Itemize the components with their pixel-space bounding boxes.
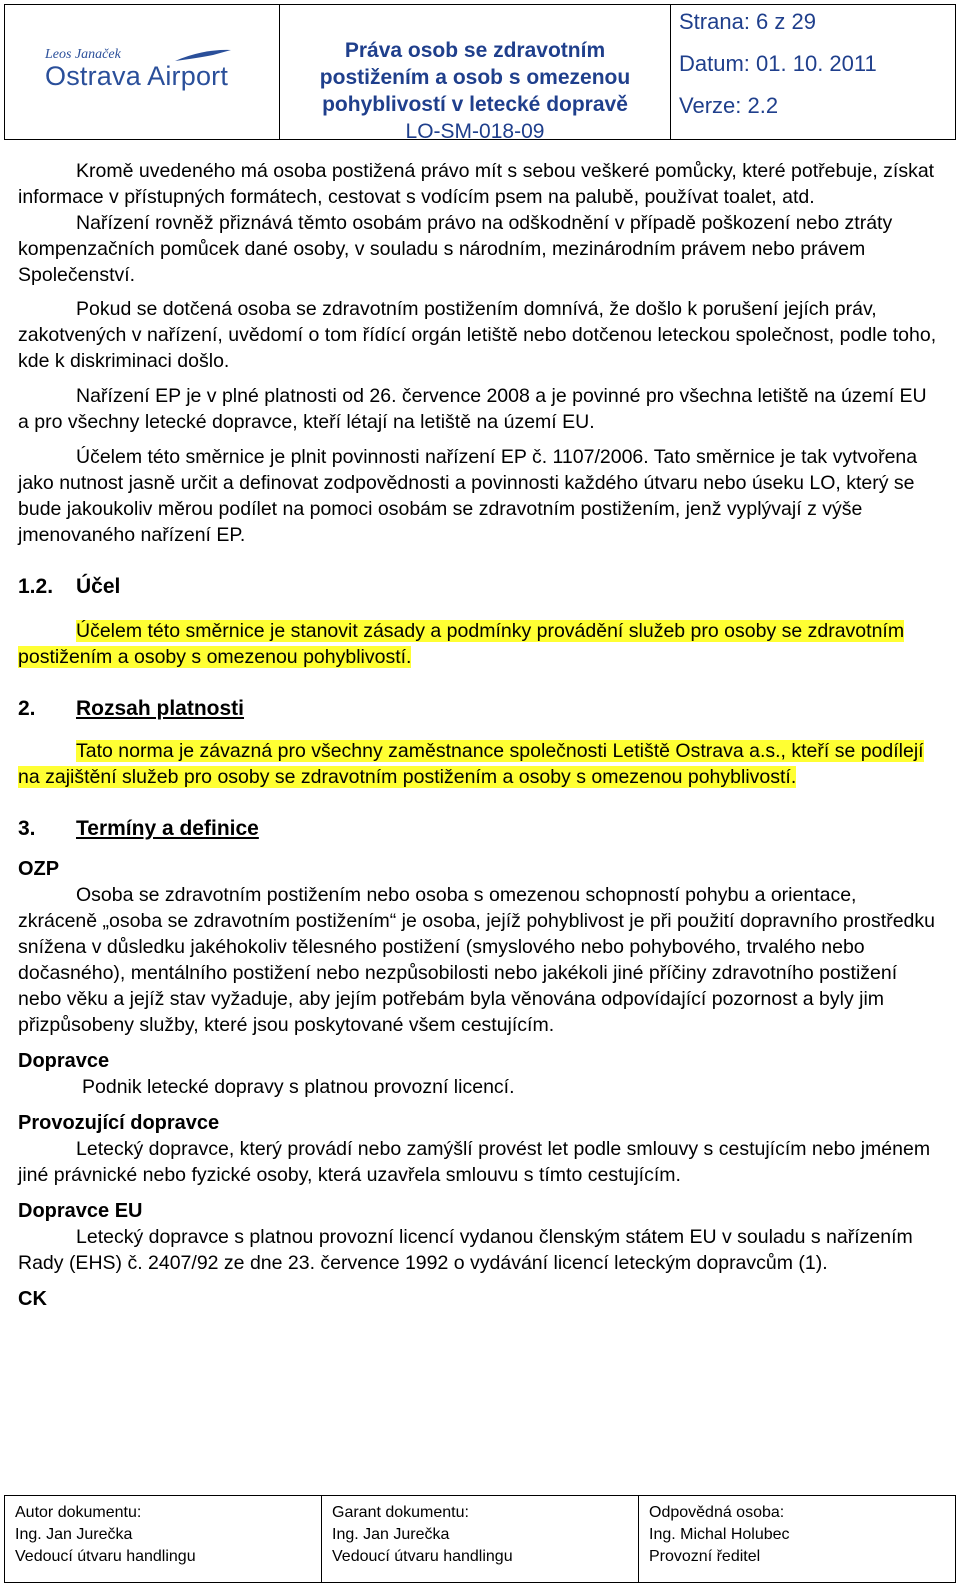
responsible-name: Ing. Michal Holubec xyxy=(649,1526,790,1543)
term-label: Provozující dopravce xyxy=(18,1112,220,1134)
document-meta-cell xyxy=(671,5,955,139)
term-definition: Letecký dopravce, který provádí nebo zamýšlí provést let podle smlouvy s cestujícím nebo jménem jiné právnické nebo fyzické osoby, která uzavřela smlouvu s tímto cestujícím. xyxy=(18,1138,931,1186)
guarantor-name: Ing. Jan Jurečka xyxy=(332,1526,450,1543)
author-name: Ing. Jan Jurečka xyxy=(15,1526,133,1543)
term-label: CK xyxy=(18,1288,47,1310)
paragraph: Pokud se dotčená osoba se zdravotním postižením domnívá, že došlo k porušení jejích práv, zakotvených v nařízení, uvědomí o tom řídící orgán letiště nebo dotčenou leteckou společnost, podle toho, kde k diskriminaci došlo. xyxy=(18,298,937,372)
logo-cell xyxy=(5,5,280,139)
guarantor-role: Vedoucí útvaru handlingu xyxy=(332,1548,513,1565)
footer-responsible xyxy=(639,1496,955,1582)
section-heading-2 xyxy=(18,696,938,722)
term-definition: Letecký dopravce s platnou provozní licencí vydanou členským státem EU v souladu s nařízením Rady (EHS) č. 2407/92 ze dne 23. července 1992 o vydávání licencí leteckým dopravcům (1). xyxy=(18,1226,913,1274)
document-title-line-2: postižením a osob s omezenou xyxy=(319,66,631,89)
term-definition: Podnik letecké dopravy s platnou provozní licencí. xyxy=(82,1076,515,1098)
term-label: Dopravce xyxy=(18,1050,110,1072)
section-number: 3. xyxy=(18,817,36,840)
document-code: LO-SM-018-09 xyxy=(405,120,545,143)
term-label: Dopravce EU xyxy=(18,1200,143,1222)
section-title: Termíny a definice xyxy=(76,817,259,840)
section-heading-1-2 xyxy=(18,574,938,600)
responsible-role: Provozní ředitel xyxy=(649,1548,761,1565)
paragraph: Nařízení EP je v plné platnosti od 26. července 2008 a je povinné pro všechna letiště na území EU a pro všechny letecké dopravce, kteří létají na letiště na území EU. xyxy=(18,385,927,433)
guarantor-label: Garant dokumentu: xyxy=(332,1504,469,1521)
logo-subtitle: Leos Janaček xyxy=(45,47,121,62)
paragraph: Kromě uvedeného má osoba postižená právo mít s sebou veškeré pomůcky, které potřebuje, získat informace v přístupných formátech, cestovat s vodícím psem na palubě, používat toalet, atd. xyxy=(18,160,935,208)
responsible-label: Odpovědná osoba: xyxy=(649,1504,785,1521)
document-date: Datum: 01. 10. 2011 xyxy=(679,51,877,76)
document-title-line-3: pohyblivostí v letecké dopravě xyxy=(322,93,628,116)
section-title: Účel xyxy=(76,575,121,598)
page-number: Strana: 6 z 29 xyxy=(679,9,816,34)
document-body xyxy=(18,158,938,1312)
section-heading-3 xyxy=(18,816,938,842)
footer-guarantor xyxy=(322,1496,639,1582)
term-definition: Osoba se zdravotním postižením nebo osoba s omezenou schopností pohybu a orientace, zkráceně „osoba se zdravotním postižením“ je osoba, jejíž pohyblivost je při použití dopravního prostředku snížena v důsledku jakéhokoliv tělesného postižení (smyslového nebo pohybového, trvalého nebo dočasného), mentálního postižení nebo nezpůsobilosti nebo jakékoli jiné příčiny zdravotního postižení nebo věku a jejíž stav vyžaduje, aby jejím potřebám byla věnována odpovídající pozornost a byly jim přizpůsobeny služby, které jsou poskytované všem cestujícím. xyxy=(18,884,935,1036)
paragraph: Nařízení rovněž přiznává těmto osobám právo na odškodnění v případě poškození nebo ztráty kompenzačních pomůcek dané osoby, v souladu s národním, mezinárodním právem nebo právem Společenství. xyxy=(18,212,893,286)
section-number: 2. xyxy=(18,697,36,720)
term-label: OZP xyxy=(18,858,60,880)
document-version: Verze: 2.2 xyxy=(679,93,779,118)
document-title-line-1: Práva osob se zdravotním xyxy=(344,39,606,62)
highlighted-paragraph xyxy=(18,738,938,790)
highlighted-paragraph xyxy=(18,618,938,670)
highlight-text: Účelem této směrnice je stanovit zásady a podmínky provádění služeb pro osoby se zdravotním postižením a osoby s omezenou pohyblivostí. xyxy=(18,620,905,668)
author-label: Autor dokumentu: xyxy=(15,1504,142,1521)
section-title: Rozsah platnosti xyxy=(76,697,245,720)
document-title-cell xyxy=(280,5,671,143)
document-footer xyxy=(4,1495,956,1583)
highlight-text: Tato norma je závazná pro všechny zaměstnance společnosti Letiště Ostrava a.s., kteří se podílejí na zajištění služeb pro osoby se zdravotním postižením a osoby s omezenou pohyblivostí. xyxy=(18,740,924,788)
logo-text: Ostrava Airport xyxy=(45,61,229,91)
paragraph: Účelem této směrnice je plnit povinnosti nařízení EP č. 1107/2006. Tato směrnice je tak vytvořena jako nutnost jasně určit a definovat zodpovědnosti a povinnosti každého útvaru nebo úseku LO, který se bude jakoukoliv měrou podílet na pomoci osobám se zdravotním postižením, jenž vyplývají z výše jmenovaného nařízení EP. xyxy=(18,446,918,546)
author-role: Vedoucí útvaru handlingu xyxy=(15,1548,196,1565)
section-number: 1.2. xyxy=(18,575,54,598)
footer-author xyxy=(5,1496,322,1582)
document-header xyxy=(4,4,956,143)
